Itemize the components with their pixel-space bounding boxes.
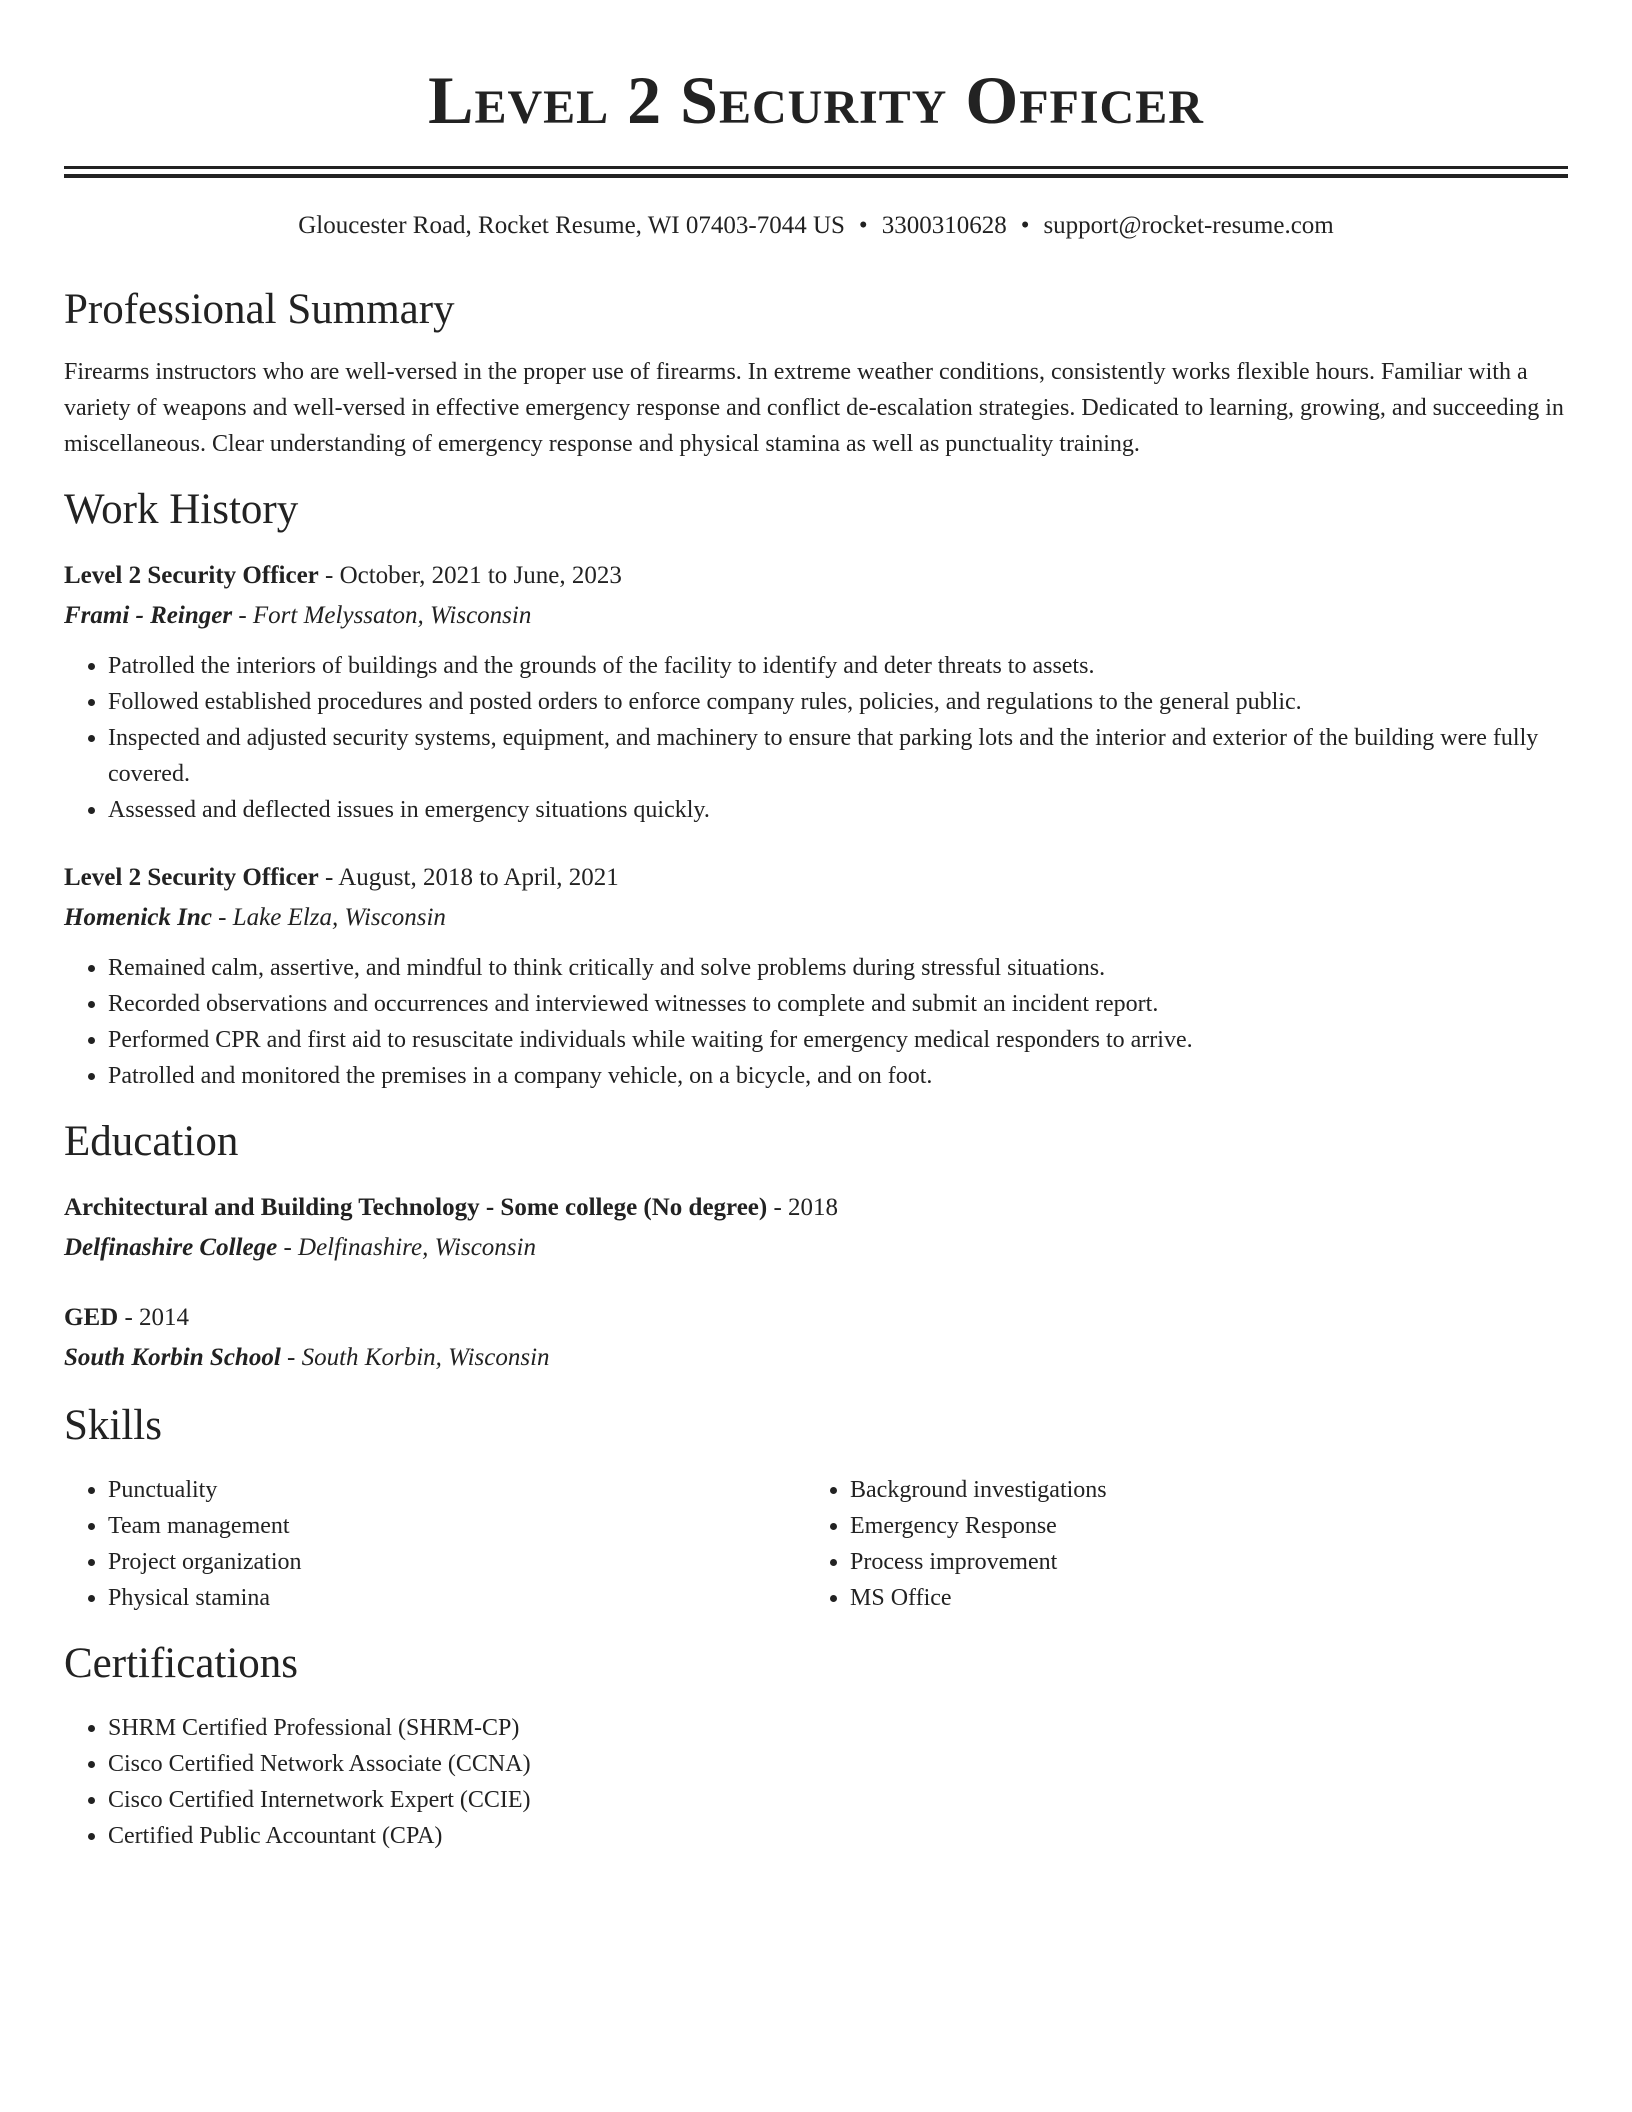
contact-separator: • (1020, 212, 1030, 239)
resume-page (64, 0, 1568, 1854)
skills-right-list (806, 1472, 1548, 1616)
title-divider-top (64, 166, 1568, 169)
contact-address: Gloucester Road, Rocket Resume, WI 07403-7044 US (298, 212, 845, 239)
skill-item: • MS Office (850, 1580, 1548, 1616)
job-title: Level 2 Security Officer (64, 562, 319, 589)
certification-item: • SHRM Certified Professional (SHRM-CP) (108, 1710, 1568, 1746)
job-bullet: • Performed CPR and first aid to resuscitate individuals while waiting for emergency medical responders to arrive. (108, 1022, 1568, 1058)
education-entry (64, 1188, 1568, 1268)
degree: GED (64, 1304, 119, 1331)
skill-item: • Project organization (108, 1544, 806, 1580)
job-company-line (64, 596, 1568, 636)
skills-heading: Skills (64, 1402, 162, 1449)
job-bullet: • Assessed and deflected issues in emergency situations quickly. (108, 792, 1568, 828)
job-location: - Fort Melyssaton, Wisconsin (232, 602, 532, 629)
job-company: Frami - Reinger (64, 602, 233, 629)
education-entry (64, 1298, 1568, 1378)
summary-heading: Professional Summary (64, 286, 455, 333)
skill-item: • Team management (108, 1508, 806, 1544)
skills-columns (64, 1472, 1568, 1616)
skill-item: • Background investigations (850, 1472, 1548, 1508)
school: Delfinashire College (64, 1234, 278, 1261)
job-title-line (64, 858, 1568, 898)
work-history-heading: Work History (64, 486, 299, 533)
degree-line (64, 1188, 1568, 1228)
job-company: Homenick Inc (64, 904, 212, 931)
skill-item: • Physical stamina (108, 1580, 806, 1616)
job-bullet: • Patrolled and monitored the premises in a company vehicle, on a bicycle, and on foot. (108, 1058, 1568, 1094)
job-dates: - October, 2021 to June, 2023 (318, 562, 622, 589)
skill-item: • Punctuality (108, 1472, 806, 1508)
degree-year: - 2018 (767, 1194, 839, 1221)
school-location: - Delfinashire, Wisconsin (277, 1234, 536, 1261)
job-dates: - August, 2018 to April, 2021 (318, 864, 619, 891)
certification-item: • Cisco Certified Network Associate (CCNA) (108, 1746, 1568, 1782)
certification-item: • Certified Public Accountant (CPA) (108, 1818, 1568, 1854)
degree-year: - 2014 (118, 1304, 190, 1331)
job-bullets (64, 648, 1568, 828)
job-bullet: • Inspected and adjusted security systems, equipment, and machinery to ensure that parking lots and the interior and exterior of the building were fully covered. (108, 720, 1568, 792)
skill-item: • Emergency Response (850, 1508, 1548, 1544)
education-heading: Education (64, 1118, 239, 1165)
contact-phone: 3300310628 (881, 212, 1007, 239)
contact-line (64, 208, 1568, 244)
school-location: - South Korbin, Wisconsin (280, 1344, 550, 1371)
job-bullet: • Patrolled the interiors of buildings and the grounds of the facility to identify and deter threats to assets. (108, 648, 1568, 684)
job-title-line (64, 556, 1568, 596)
title-divider-bottom (64, 174, 1568, 178)
school-line (64, 1338, 1568, 1378)
certification-item: • Cisco Certified Internetwork Expert (CCIE) (108, 1782, 1568, 1818)
job-entry (64, 858, 1568, 1094)
degree: Architectural and Building Technology - Some college (No degree) (64, 1194, 768, 1221)
school: South Korbin School (64, 1344, 281, 1371)
job-bullet: • Recorded observations and occurrences and interviewed witnesses to complete and submit an incident report. (108, 986, 1568, 1022)
resume-title: Level 2 Security Officer (428, 62, 1204, 138)
skill-item: • Process improvement (850, 1544, 1548, 1580)
job-entry (64, 556, 1568, 828)
contact-separator: • (858, 212, 868, 239)
job-bullet: • Remained calm, assertive, and mindful to think critically and solve problems during stressful situations. (108, 950, 1568, 986)
summary-text: Firearms instructors who are well-versed in the proper use of firearms. In extreme weather conditions, consistently works flexible hours. Familiar with a variety of weapons and well-versed in effective emergency response and conflict de-escalation strategies. Dedicated to learning, growing, and succeeding in miscellaneous. Clear understanding of emergency response and physical stamina as well as punctuality training. (64, 359, 1564, 457)
job-company-line (64, 898, 1568, 938)
degree-line (64, 1298, 1568, 1338)
job-location: - Lake Elza, Wisconsin (211, 904, 446, 931)
skills-left-list (64, 1472, 806, 1616)
job-title: Level 2 Security Officer (64, 864, 319, 891)
contact-email: support@rocket-resume.com (1043, 212, 1334, 239)
certifications-heading: Certifications (64, 1640, 299, 1687)
job-bullet: • Followed established procedures and posted orders to enforce company rules, policies, and regulations to the general public. (108, 684, 1568, 720)
certifications-list (64, 1710, 1568, 1854)
school-line (64, 1228, 1568, 1268)
job-bullets (64, 950, 1568, 1094)
